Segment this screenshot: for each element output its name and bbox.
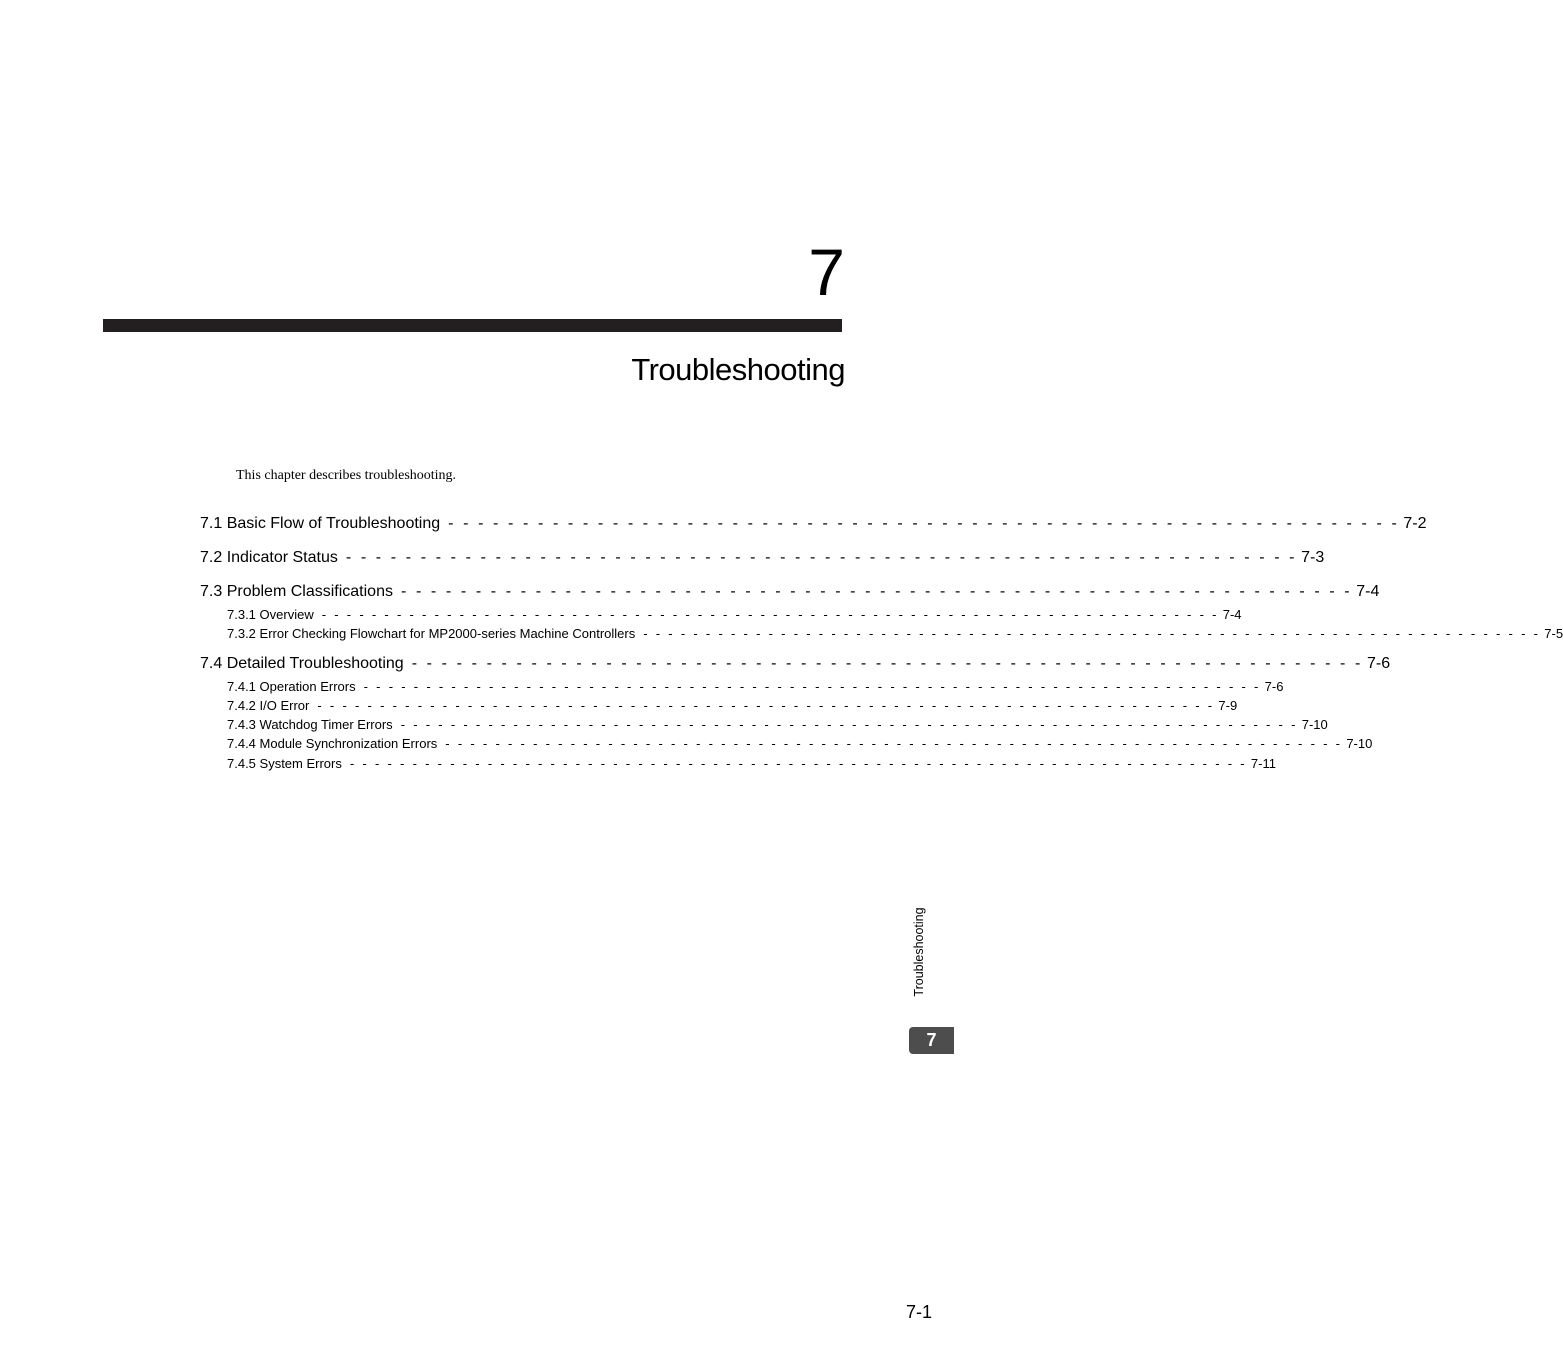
toc-leader: - - - - - - - - - - - - - - - - - - - - - - - - - - - - - - - - - - - - - - - - - - - - - - - - - - - - - - - - - - - - - - - - - - - - - - - -	[349, 756, 1247, 771]
toc-entry-page: 7-6	[1264, 679, 1284, 694]
toc-entry-title: 7.4.1 Operation Errors	[227, 679, 356, 694]
toc-leader: - - - - - - - - - - - - - - - - - - - - - - - - - - - - - - - - - - - - - - - - - - - - - - - - - - - - - - - - - - - - - - - -	[448, 515, 1400, 532]
toc-entry-title: 7.4 Detailed Troubleshooting	[200, 655, 404, 672]
toc-entry-page: 7-11	[1250, 756, 1276, 771]
toc-entry-page: 7-2	[1403, 515, 1427, 532]
toc-entry-title: 7.3 Problem Classifications	[200, 583, 393, 600]
side-tab-chapter-number: 7	[909, 1027, 954, 1054]
toc-entry-page: 7-3	[1301, 549, 1325, 566]
toc-entry-title: 7.3.2 Error Checking Flowchart for MP2000-series Machine Controllers	[227, 626, 636, 641]
toc-entry-page: 7-9	[1218, 698, 1238, 713]
toc-entry-page: 7-10	[1346, 736, 1373, 751]
toc-entry-7-3-1[interactable]	[227, 606, 1242, 624]
toc-entry-7-4-1[interactable]	[227, 678, 1284, 696]
toc-entry-7-4[interactable]	[200, 653, 1391, 675]
page-number: 7-1	[905, 1302, 932, 1322]
toc-leader: - - - - - - - - - - - - - - - - - - - - - - - - - - - - - - - - - - - - - - - - - - - - - - - - - - - - - - - - - - - - - - - - - - - - - - - -	[363, 679, 1261, 694]
toc-leader: - - - - - - - - - - - - - - - - - - - - - - - - - - - - - - - - - - - - - - - - - - - - - - - - - - - - - - - - - - - - - - - - - - - - - - - -	[445, 736, 1343, 751]
chapter-rule	[103, 319, 842, 332]
toc-entry-7-3[interactable]	[200, 581, 1380, 603]
toc-entry-title: 7.1 Basic Flow of Troubleshooting	[200, 515, 441, 532]
toc-entry-7-2[interactable]	[200, 547, 1325, 569]
toc-entry-page: 7-6	[1366, 655, 1391, 672]
toc-leader: - - - - - - - - - - - - - - - - - - - - - - - - - - - - - - - - - - - - - - - - - - - - - - - - - - - - - - - - - - - - - - - -	[411, 655, 1363, 672]
toc-entry-7-4-3[interactable]	[227, 716, 1328, 734]
toc-entry-title: 7.4.4 Module Synchronization Errors	[227, 736, 438, 751]
toc-entry-page: 7-5	[1544, 626, 1563, 641]
toc-entry-7-3-2[interactable]	[227, 625, 1563, 643]
toc-entry-title: 7.4.3 Watchdog Timer Errors	[227, 717, 393, 732]
toc-leader: - - - - - - - - - - - - - - - - - - - - - - - - - - - - - - - - - - - - - - - - - - - - - - - - - - - - - - - - - - - - - - - -	[400, 583, 1353, 600]
toc-entry-page: 7-4	[1222, 607, 1242, 622]
toc-leader: - - - - - - - - - - - - - - - - - - - - - - - - - - - - - - - - - - - - - - - - - - - - - - - - - - - - - - - - - - - - - - - - - - - - - - - -	[643, 626, 1541, 641]
toc-leader: - - - - - - - - - - - - - - - - - - - - - - - - - - - - - - - - - - - - - - - - - - - - - - - - - - - - - - - - - - - - - - - - - - - - - - - -	[321, 607, 1219, 622]
toc-entry-page: 7-10	[1301, 717, 1328, 732]
toc-entry-7-4-5[interactable]	[227, 755, 1276, 773]
toc-entry-title: 7.2 Indicator Status	[200, 549, 338, 566]
toc-leader: - - - - - - - - - - - - - - - - - - - - - - - - - - - - - - - - - - - - - - - - - - - - - - - - - - - - - - - - - - - - - - - -	[345, 549, 1298, 566]
toc-leader: - - - - - - - - - - - - - - - - - - - - - - - - - - - - - - - - - - - - - - - - - - - - - - - - - - - - - - - - - - - - - - - - - - - - - - - -	[317, 698, 1215, 713]
chapter-number: 7	[808, 235, 845, 309]
toc-entry-title: 7.3.1 Overview	[227, 607, 314, 622]
toc-entry-7-4-2[interactable]	[227, 697, 1238, 715]
chapter-intro: This chapter describes troubleshooting.	[236, 468, 457, 483]
toc-entry-7-1[interactable]	[200, 513, 1427, 535]
side-tab-label: Troubleshooting	[912, 907, 926, 997]
toc-entry-7-4-4[interactable]	[227, 735, 1373, 753]
toc-entry-title: 7.4.5 System Errors	[227, 756, 342, 771]
toc-entry-page: 7-4	[1356, 583, 1380, 600]
toc-entry-title: 7.4.2 I/O Error	[227, 698, 310, 713]
toc-leader: - - - - - - - - - - - - - - - - - - - - - - - - - - - - - - - - - - - - - - - - - - - - - - - - - - - - - - - - - - - - - - - - - - - - - - - -	[400, 717, 1298, 732]
chapter-title: Troubleshooting	[631, 352, 845, 387]
